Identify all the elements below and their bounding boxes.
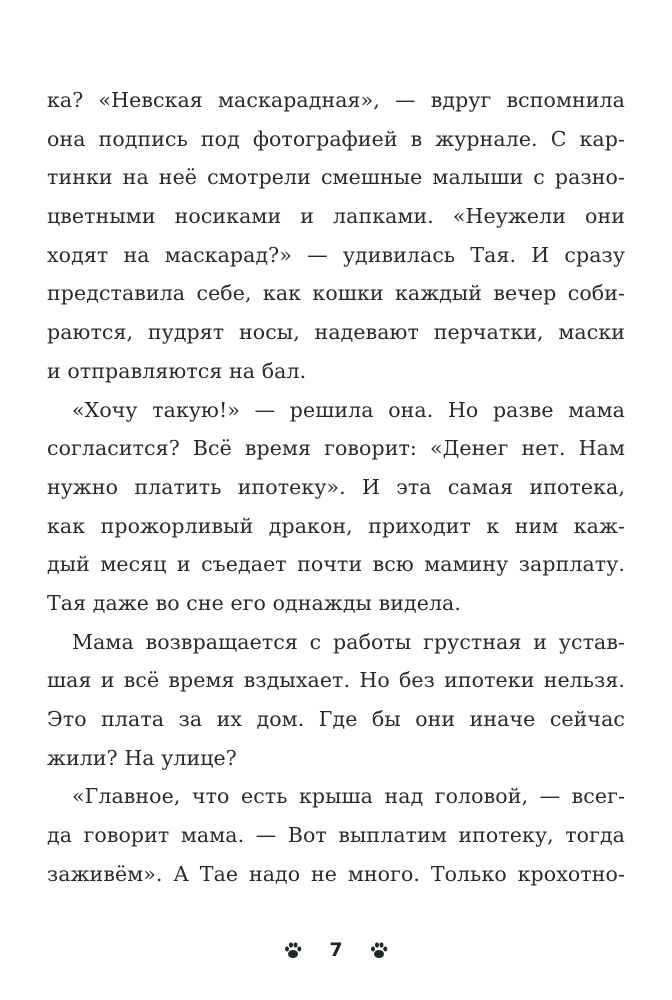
- page-body: [47, 81, 625, 893]
- paragraph: [47, 623, 625, 778]
- text-line: цветными носиками и лапками. «Неужели они: [47, 204, 625, 229]
- paw-icon: [283, 940, 303, 960]
- text-line: нужно платить ипотеку». И эта самая ипотека,: [47, 474, 625, 499]
- text-line: раются, пудрят носы, надевают перчатки, маски: [47, 320, 625, 345]
- text-line: тинки на неё смотрели смешные малыши с разно-: [47, 165, 625, 190]
- text-line: представила себе, как кошки каждый вечер соби-: [47, 281, 625, 306]
- text-line: ходят на маскарад?» — удивилась Тая. И сразу: [47, 242, 625, 267]
- text-line: Тая даже во сне его однажды видела.: [47, 590, 462, 615]
- paragraph: [47, 777, 625, 893]
- text-line: заживём». А Тае надо не много. Только крохотно-: [47, 861, 625, 886]
- paragraph: [47, 391, 625, 623]
- text-line: да говорит мама. — Вот выплатим ипотеку, тогда: [47, 823, 625, 848]
- text-line: как прожорливый дракон, приходит к ним каж-: [47, 513, 625, 538]
- page-number: 7: [329, 939, 343, 961]
- text-line: шая и всё время вздыхает. Но без ипотеки нельзя.: [47, 668, 625, 693]
- paw-icon: [369, 940, 389, 960]
- text-line: и отправляются на бал.: [47, 358, 307, 383]
- text-line: «Главное, что есть крыша над головой, — всег-: [72, 784, 625, 809]
- text-line: согласится? Всё время говорит: «Денег нет. Нам: [47, 436, 625, 461]
- text-line: «Хочу такую!» — решила она. Но разве мама: [72, 397, 625, 422]
- text-line: ка? «Невская маскарадная», — вдруг вспомнила: [47, 88, 625, 112]
- text-line: жили? На улице?: [47, 745, 237, 770]
- text-line: она подпись под фотографией в журнале. С кар-: [47, 126, 625, 151]
- paragraph: [47, 81, 625, 391]
- text-line: Это плата за их дом. Где бы они иначе сейчас: [47, 707, 625, 731]
- page-footer: [0, 935, 672, 965]
- text-line: Мама возвращается с работы грустная и устав-: [72, 629, 625, 654]
- text-line: дый месяц и съедает почти всю мамину зарплату.: [47, 552, 625, 577]
